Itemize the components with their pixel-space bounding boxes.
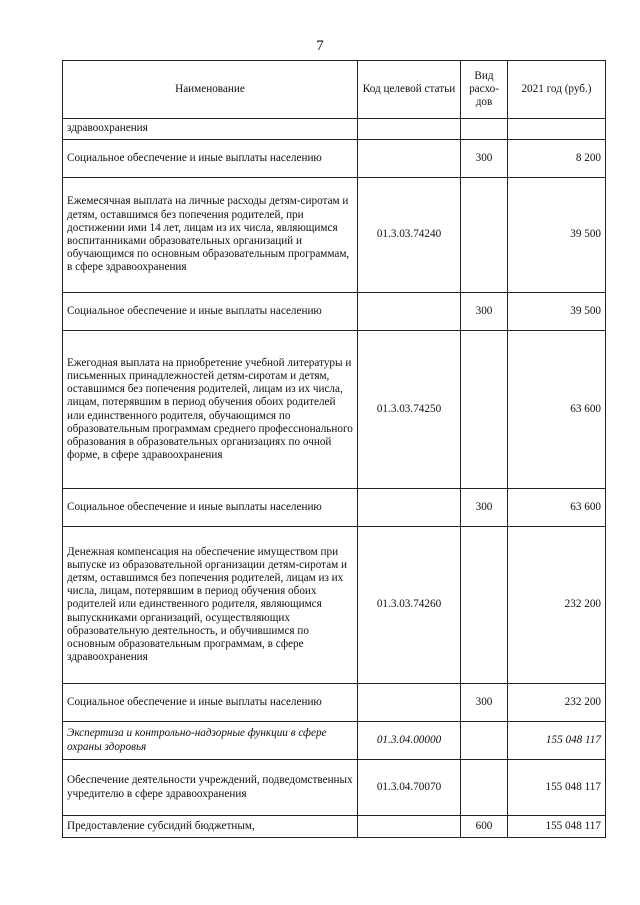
row-sum: 155 048 117	[508, 722, 606, 760]
row-code	[358, 119, 461, 140]
row-type	[461, 119, 508, 140]
header-sum: 2021 год (руб.)	[508, 61, 606, 119]
row-name: Социальное обеспечение и иные выплаты населению	[63, 489, 358, 527]
row-sum: 63 600	[508, 331, 606, 489]
row-type	[461, 722, 508, 760]
row-code	[358, 684, 461, 722]
row-type	[461, 760, 508, 816]
table-row	[63, 527, 606, 684]
page-number: 7	[316, 38, 324, 54]
row-name: Социальное обеспечение и иные выплаты населению	[63, 140, 358, 178]
row-code: 01.3.03.74250	[358, 331, 461, 489]
row-name: Экспертиза и контрольно-надзорные функции в сфере охраны здоровья	[63, 722, 358, 760]
table-row	[63, 816, 606, 838]
row-code	[358, 140, 461, 178]
row-type: 300	[461, 140, 508, 178]
header-name: Наименование	[63, 61, 358, 119]
table-row	[63, 760, 606, 816]
row-code: 01.3.04.70070	[358, 760, 461, 816]
row-code	[358, 293, 461, 331]
table-row	[63, 684, 606, 722]
row-code	[358, 816, 461, 838]
table-row	[63, 722, 606, 760]
table-row	[63, 178, 606, 293]
budget-table	[62, 60, 606, 838]
row-sum: 155 048 117	[508, 760, 606, 816]
row-code: 01.3.03.74260	[358, 527, 461, 684]
row-sum: 63 600	[508, 489, 606, 527]
header-code: Код целевой статьи	[358, 61, 461, 119]
row-type	[461, 527, 508, 684]
row-type: 300	[461, 684, 508, 722]
row-code: 01.3.04.00000	[358, 722, 461, 760]
table-row	[63, 140, 606, 178]
row-type	[461, 331, 508, 489]
table-row	[63, 293, 606, 331]
row-type: 300	[461, 293, 508, 331]
table-row	[63, 489, 606, 527]
row-sum: 155 048 117	[508, 816, 606, 838]
header-type: Вид расхо- дов	[461, 61, 508, 119]
row-name: Обеспечение деятельности учреждений, подведомственных учредителю в сфере здравоохранения	[63, 760, 358, 816]
row-name: здравоохранения	[63, 119, 358, 140]
row-sum: 8 200	[508, 140, 606, 178]
row-name: Социальное обеспечение и иные выплаты населению	[63, 684, 358, 722]
row-sum: 232 200	[508, 684, 606, 722]
row-name: Ежегодная выплата на приобретение учебной литературы и письменных принадлежностей детям-сиротам и детям, оставшимся без попечения родителей, лицам из их числа, лицам, потерявшим в период обучения обоих родителей или единственного родителя, обучающимся по образовательным программам среднего профессионального образования в образовательных организациях по очной форме, в сфере здравоохранения	[63, 331, 358, 489]
row-type	[461, 178, 508, 293]
table-row	[63, 119, 606, 140]
row-type: 300	[461, 489, 508, 527]
row-name: Социальное обеспечение и иные выплаты населению	[63, 293, 358, 331]
row-sum: 39 500	[508, 178, 606, 293]
row-name: Предоставление субсидий бюджетным,	[63, 816, 358, 838]
row-sum	[508, 119, 606, 140]
row-name: Ежемесячная выплата на личные расходы детям-сиротам и детям, оставшимся без попечения родителей, при достижении ими 14 лет, лицам из их числа, являющимся воспитанниками образовательных организаций и обучающимся по основным образовательным программам, в сфере здравоохранения	[63, 178, 358, 293]
table-row	[63, 331, 606, 489]
row-sum: 232 200	[508, 527, 606, 684]
row-type: 600	[461, 816, 508, 838]
row-sum: 39 500	[508, 293, 606, 331]
row-code	[358, 489, 461, 527]
row-name: Денежная компенсация на обеспечение имуществом при выпуске из образовательной организации детям-сиротам и детям, оставшимся без попечения родителей, лицам из их числа, лицам, потерявшим в период обучения обоих родителей или единственного родителя, являющимся выпускниками организаций, осуществляющих образовательную деятельность, и обучившимся по основным образовательным программам, в сфере здравоохранения	[63, 527, 358, 684]
row-code: 01.3.03.74240	[358, 178, 461, 293]
table-header-row	[63, 61, 606, 119]
